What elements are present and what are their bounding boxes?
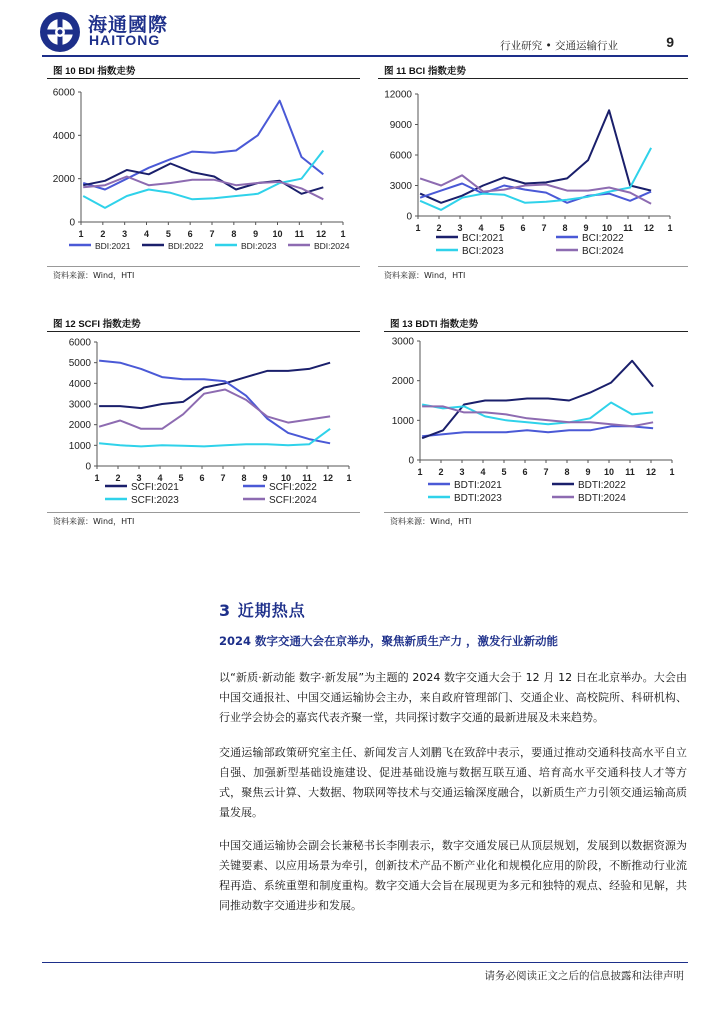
figure-11-bottom-rule: [378, 266, 688, 267]
bdti-chart: [384, 333, 688, 510]
scfi-y-tick-label: 6000: [68, 337, 91, 349]
scfi-legend-label: SCFI:2024: [269, 495, 317, 506]
bci-legend-label: BCI:2022: [582, 233, 624, 244]
bdti-series-line-1: [422, 426, 653, 436]
bdti-x-tick-label: 3: [459, 467, 465, 477]
scfi-series-line-4: [99, 390, 330, 429]
bdti-x-tick-label: 5: [501, 467, 507, 477]
bci-legend-label: BCI:2021: [462, 233, 504, 244]
scfi-x-tick-label: 7: [220, 473, 226, 483]
bdti-x-tick-label: 7: [543, 467, 549, 477]
bdti-x-tick-label: 12: [645, 467, 657, 477]
bdi-y-tick-label: 0: [69, 217, 75, 229]
bdi-x-tick-label: 9: [253, 229, 259, 239]
bdi-x-tick-label: 1: [340, 229, 346, 239]
bci-x-tick-label: 3: [457, 223, 463, 233]
scfi-x-tick-label: 2: [115, 473, 121, 483]
scfi-x-tick-label: 10: [280, 473, 292, 483]
figure-10-bottom-rule: [47, 266, 360, 267]
bci-series-line-4: [420, 175, 651, 204]
bdti-y-tick-label: 3000: [391, 336, 414, 348]
scfi-y-tick-label: 3000: [68, 399, 91, 411]
scfi-y-tick-label: 4000: [68, 378, 91, 390]
bdi-y-tick-label: 4000: [52, 130, 75, 142]
scfi-legend-label: SCFI:2023: [131, 495, 179, 506]
scfi-series-line-1: [99, 363, 330, 408]
bci-x-tick-label: 7: [541, 223, 547, 233]
bci-series-line-2: [420, 184, 651, 203]
scfi-series-line-2: [99, 361, 330, 444]
bdti-x-tick-label: 1: [669, 467, 675, 477]
bci-chart: [378, 80, 688, 265]
header-sector-label: 行业研究 • 交通运输行业: [500, 40, 618, 52]
scfi-x-tick-label: 8: [241, 473, 247, 483]
figure-13-title: 图 13 BDTI 指数走势: [390, 319, 479, 330]
bdi-x-tick-label: 3: [122, 229, 128, 239]
bci-y-tick-label: 3000: [389, 181, 412, 192]
figure-11-rule: [378, 78, 688, 79]
figure-13-bottom-rule: [384, 512, 688, 513]
scfi-series-line-3: [99, 429, 330, 447]
bdti-y-tick-label: 1000: [391, 415, 414, 427]
header-divider: [42, 55, 688, 57]
bdi-x-tick-label: 1: [78, 229, 84, 239]
bci-x-tick-label: 10: [601, 223, 613, 233]
bdi-legend-label: BDI:2024: [314, 241, 350, 251]
figure-12-title: 图 12 SCFI 指数走势: [53, 319, 141, 330]
bdi-x-tick-label: 6: [187, 229, 193, 239]
scfi-x-tick-label: 1: [94, 473, 100, 483]
bdti-x-tick-label: 4: [480, 467, 486, 477]
bdi-legend-label: BDI:2021: [95, 241, 131, 251]
bci-x-tick-label: 12: [643, 223, 655, 233]
bdti-legend-label: BDTI:2024: [578, 493, 626, 504]
bdti-x-tick-label: 6: [522, 467, 528, 477]
scfi-x-tick-label: 12: [322, 473, 334, 483]
bdti-legend-label: BDTI:2023: [454, 493, 502, 504]
bdi-x-tick-label: 10: [272, 229, 283, 239]
bci-x-tick-label: 1: [667, 223, 673, 233]
bci-x-tick-label: 9: [583, 223, 589, 233]
logo-english-text: HAITONG: [89, 32, 161, 48]
bdi-x-tick-label: 4: [143, 229, 150, 239]
bdti-legend-label: BDTI:2021: [454, 480, 502, 491]
figure-12-source: 资料来源：Wind，HTI: [53, 517, 135, 526]
bdi-x-tick-label: 11: [294, 229, 305, 239]
bdi-series-line-4: [83, 177, 323, 200]
bdi-series-line-1: [83, 101, 323, 190]
figure-10-rule: [47, 78, 360, 79]
bci-y-tick-label: 6000: [389, 150, 412, 162]
bdi-legend-label: BDI:2023: [241, 241, 277, 251]
bdi-x-tick-label: 12: [316, 229, 327, 239]
footer-divider: [42, 962, 688, 963]
figure-13-rule: [384, 331, 688, 332]
page-number: 9: [666, 34, 674, 50]
bci-x-tick-label: 6: [520, 223, 526, 233]
bdi-y-tick-label: 6000: [52, 87, 75, 99]
footer-disclaimer: 请务必阅读正文之后的信息披露和法律声明: [484, 970, 684, 982]
figure-12-rule: [47, 331, 360, 332]
bdti-y-tick-label: 0: [408, 455, 414, 467]
scfi-y-tick-label: 1000: [68, 440, 91, 452]
scfi-x-tick-label: 4: [157, 473, 163, 483]
scfi-y-tick-label: 5000: [68, 358, 91, 370]
scfi-legend-label: SCFI:2021: [131, 482, 179, 493]
scfi-y-tick-label: 0: [85, 461, 91, 473]
figure-10-source: 资料来源：Wind，HTI: [53, 271, 135, 280]
figure-11-title: 图 11 BCI 指数走势: [384, 66, 466, 77]
haitong-logo-icon: [38, 10, 82, 54]
bdti-legend-label: BDTI:2022: [578, 480, 626, 491]
section-heading: 3 近期热点: [219, 601, 306, 620]
scfi-x-tick-label: 1: [346, 473, 352, 483]
bci-y-tick-label: 12000: [384, 89, 412, 101]
bci-legend-label: BCI:2024: [582, 246, 624, 257]
scfi-x-tick-label: 3: [136, 473, 142, 483]
logo-chinese-text: 海通國際: [88, 14, 169, 36]
bdi-chart: [47, 80, 360, 265]
bdti-x-tick-label: 9: [585, 467, 591, 477]
bci-x-tick-label: 4: [478, 223, 484, 233]
bci-x-tick-label: 2: [436, 223, 442, 233]
bci-y-tick-label: 0: [406, 211, 412, 223]
scfi-x-tick-label: 5: [178, 473, 184, 483]
scfi-chart: [47, 333, 360, 510]
bci-x-tick-label: 5: [499, 223, 505, 233]
bdi-x-tick-label: 7: [209, 229, 215, 239]
scfi-x-tick-label: 11: [302, 473, 312, 483]
figure-13-source: 资料来源：Wind，HTI: [390, 517, 472, 526]
bci-x-tick-label: 11: [623, 223, 633, 233]
paragraph-2: 交通运输部政策研究室主任、新闻发言人刘鹏飞在致辞中表示，要通过推动交通科技高水平自立自强、加强新型基础设施建设、促进基础设施与数据互联互通、培育高水平交通科技人才等方式，聚焦云计算、大数据、物联网等技术与交通运输深度融合，以新质生产力引领交通运输高质量发展。: [219, 746, 687, 819]
scfi-x-tick-label: 9: [262, 473, 268, 483]
bdi-y-tick-label: 2000: [52, 174, 75, 186]
bdti-x-tick-label: 2: [438, 467, 444, 477]
bdi-x-tick-label: 5: [165, 229, 171, 239]
paragraph-1: 以“新质·新动能 数字·新发展”为主题的 2024 数字交通大会于 12 月 12 日在北京举办。大会由中国交通报社、中国交通运输协会主办，来自政府管理部门、交通企业、高校院所、科研机构、行业学会协会的嘉宾代表齐聚一堂，共同探讨数字交通的最新进展及未来趋势。: [219, 671, 687, 724]
bdi-x-tick-label: 8: [231, 229, 237, 239]
bdti-x-tick-label: 8: [564, 467, 570, 477]
bci-legend-label: BCI:2023: [462, 246, 504, 257]
paragraph-3: 中国交通运输协会副会长兼秘书长李刚表示，数字交通发展已从顶层规划，发展到以数据资源为关键要素、以应用场景为牵引，创新技术产品不断产业化和规模化应用的阶段，不断推动行业流程再造、系统重塑和制度重构。数字交通大会旨在展现更为多元和独特的观点、经验和见解，共同推动数字交通进步和发展。: [219, 839, 687, 912]
bci-x-tick-label: 8: [562, 223, 568, 233]
scfi-y-tick-label: 2000: [68, 420, 91, 432]
bdti-y-tick-label: 2000: [391, 376, 414, 388]
news-headline: 2024 数字交通大会在京举办，聚焦新质生产力 ，激发行业新动能: [219, 634, 559, 648]
bci-x-tick-label: 1: [415, 223, 421, 233]
scfi-legend-label: SCFI:2022: [269, 482, 317, 493]
bdti-x-tick-label: 1: [417, 467, 423, 477]
figure-11-source: 资料来源：Wind，HTI: [384, 271, 466, 280]
bdi-x-tick-label: 2: [100, 229, 106, 239]
figure-12-bottom-rule: [47, 512, 360, 513]
bdti-x-tick-label: 11: [625, 467, 635, 477]
bdi-legend-label: BDI:2022: [168, 241, 204, 251]
figure-10-title: 图 10 BDI 指数走势: [53, 66, 136, 77]
bci-y-tick-label: 9000: [389, 120, 412, 131]
scfi-x-tick-label: 6: [199, 473, 205, 483]
bdti-x-tick-label: 10: [603, 467, 615, 477]
